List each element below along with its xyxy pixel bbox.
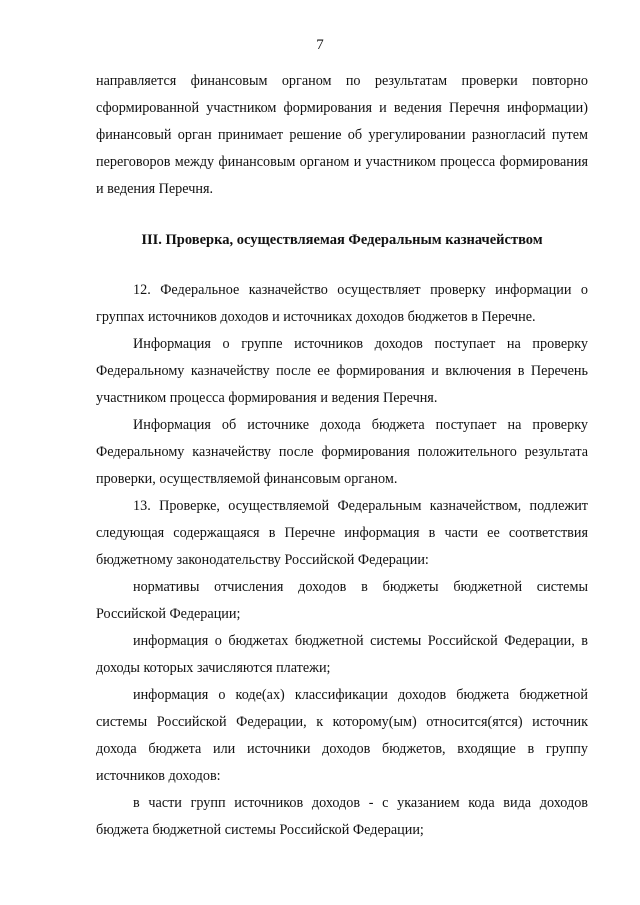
paragraph-13: 13. Проверке, осуществляемой Федеральным казначейством, подлежит следующая содержащаяся в Перечне информация в части ее соответствия бюджетному законодательству Российской Федерации:	[96, 498, 588, 568]
list-item-codes: информация о коде(ах) классификации доходов бюджета бюджетной системы Российской Федерации, к которому(ым) относится(ятся) источник дохода бюджета или источники доходов бюджетов, входящие в группу источников доходов:	[96, 687, 588, 784]
list-item-budgets: информация о бюджетах бюджетной системы Российской Федерации, в доходы которых зачисляются платежи;	[96, 633, 588, 676]
section-heading: III. Проверка, осуществляемая Федеральным казначейством	[141, 232, 543, 248]
list-item-norms: нормативы отчисления доходов в бюджеты бюджетной системы Российской Федерации;	[96, 579, 588, 622]
paragraph-source-info: Информация об источнике дохода бюджета поступает на проверку Федеральному казначейству после формирования положительного результата проверки, осуществляемой финансовым органом.	[96, 417, 588, 487]
page-number: 7	[316, 37, 324, 53]
list-item-groups: в части групп источников доходов - с указанием кода вида доходов бюджета бюджетной системы Российской Федерации;	[96, 795, 588, 838]
paragraph-group-info: Информация о группе источников доходов поступает на проверку Федеральному казначейству после ее формирования и включения в Перечень участником процесса формирования и ведения Перечня.	[96, 336, 588, 406]
continuation-block	[96, 68, 588, 203]
section-body	[96, 277, 588, 844]
continuation-paragraph: направляется финансовым органом по результатам проверки повторно сформированной участником формирования и ведения Перечня информации) финансовый орган принимает решение об урегулировании разногласий путем переговоров между финансовым органом и участником процесса формирования и ведения Перечня.	[96, 73, 588, 197]
paragraph-12: 12. Федеральное казначейство осуществляет проверку информации о группах источников доходов и источниках доходов бюджетов в Перечне.	[96, 282, 588, 325]
